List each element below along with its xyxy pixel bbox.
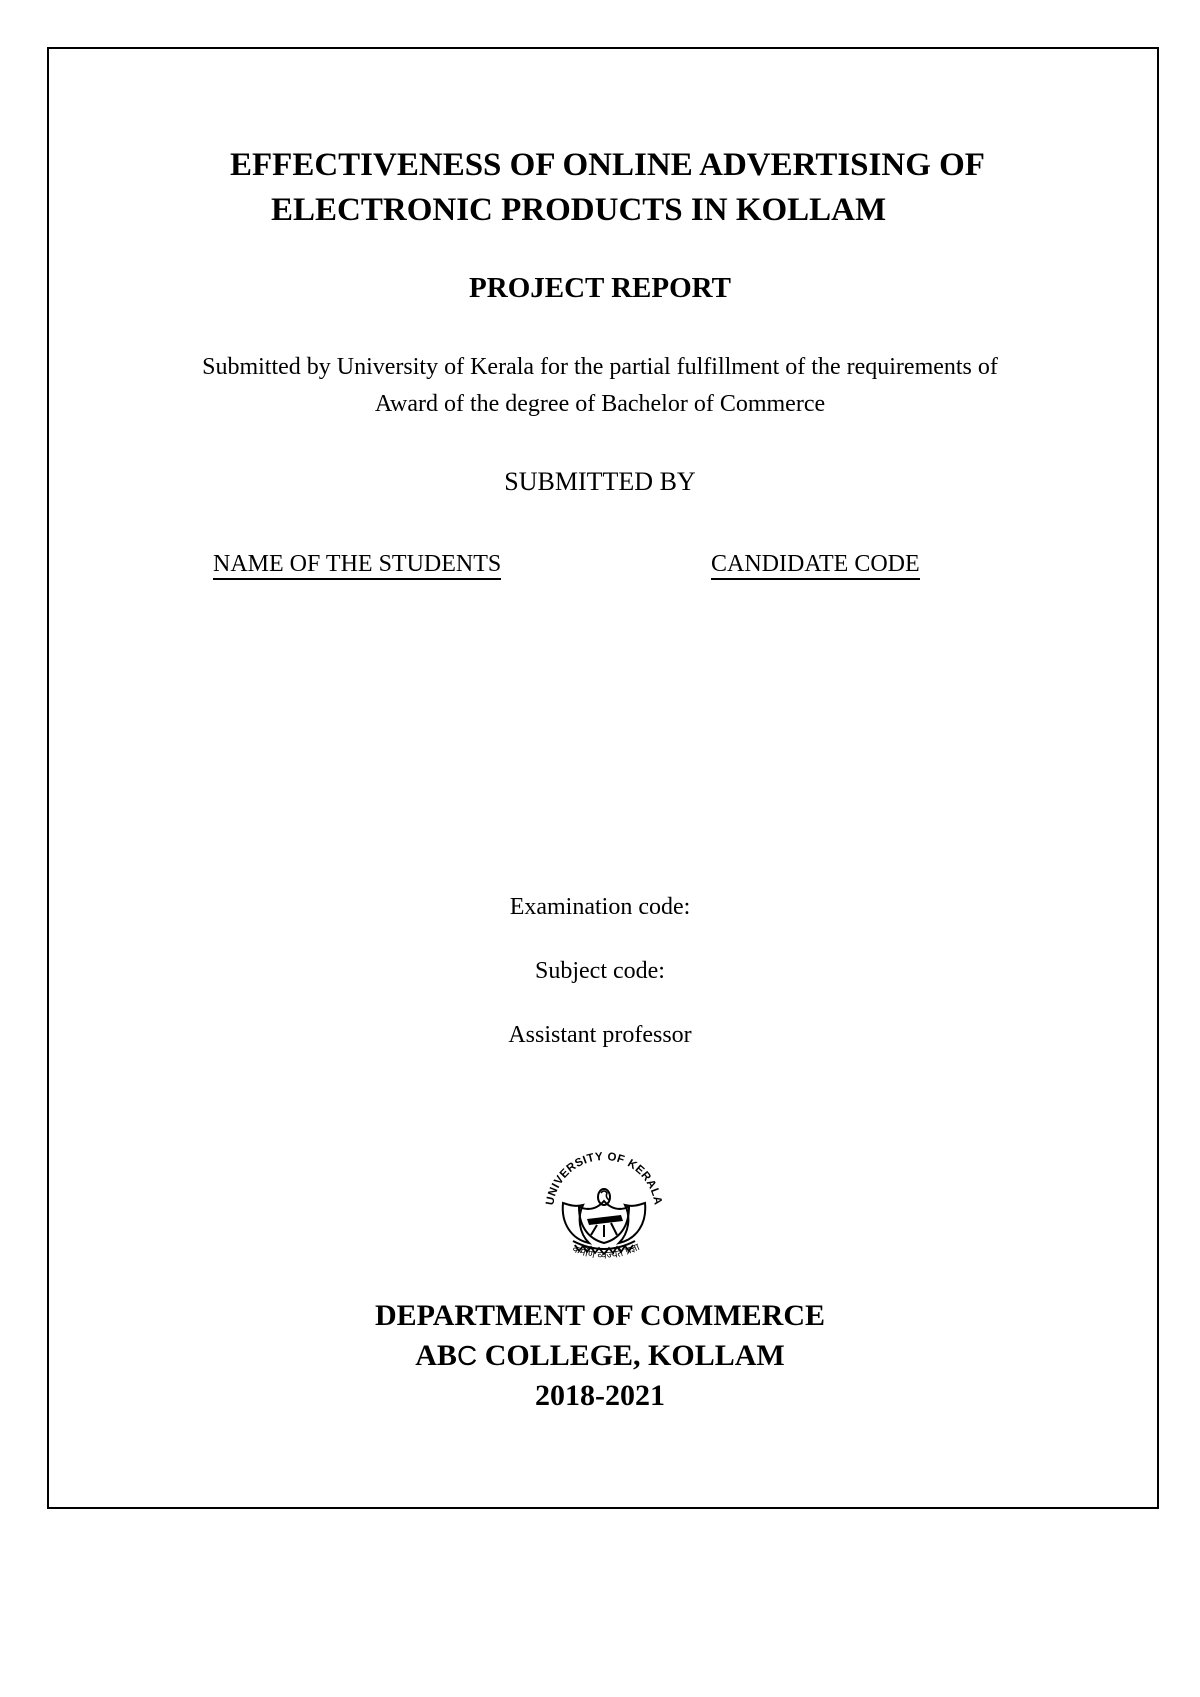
submission-statement-line-2: Award of the degree of Bachelor of Commerce [374,391,826,417]
subject-code-label: Subject code: [535,958,665,984]
academic-years: 2018-2021 [535,1379,665,1412]
examination-code-label: Examination code: [509,894,691,920]
college-name-prefix: AB [415,1339,457,1372]
college-name-prefix-sans: C [456,1340,478,1371]
college-name-rest: COLLEGE, KOLLAM [477,1339,785,1372]
university-of-kerala-seal-icon [539,1145,669,1275]
college-name [0,1336,1200,1376]
title-line-2: ELECTRONIC PRODUCTS IN KOLLAM [271,192,887,228]
report-type: PROJECT REPORT [469,272,731,304]
assistant-professor-label: Assistant professor [508,1022,692,1048]
title-line-1: EFFECTIVENESS OF ONLINE ADVERTISING OF [230,147,985,183]
seal-top-text: UNIVERSITY OF KERALA [544,1150,664,1207]
submitted-by-heading: SUBMITTED BY [504,467,696,496]
candidate-code-column-heading: CANDIDATE CODE [711,551,920,580]
page-border [47,47,1159,1509]
students-column-heading: NAME OF THE STUDENTS [213,551,501,580]
department-name: DEPARTMENT OF COMMERCE [374,1299,826,1332]
seal-motto: कर्मणि व्यज्यते प्रज्ञा [570,1241,642,1262]
submission-statement-line-1: Submitted by University of Kerala for the partial fulfillment of the requirements of [202,354,998,380]
